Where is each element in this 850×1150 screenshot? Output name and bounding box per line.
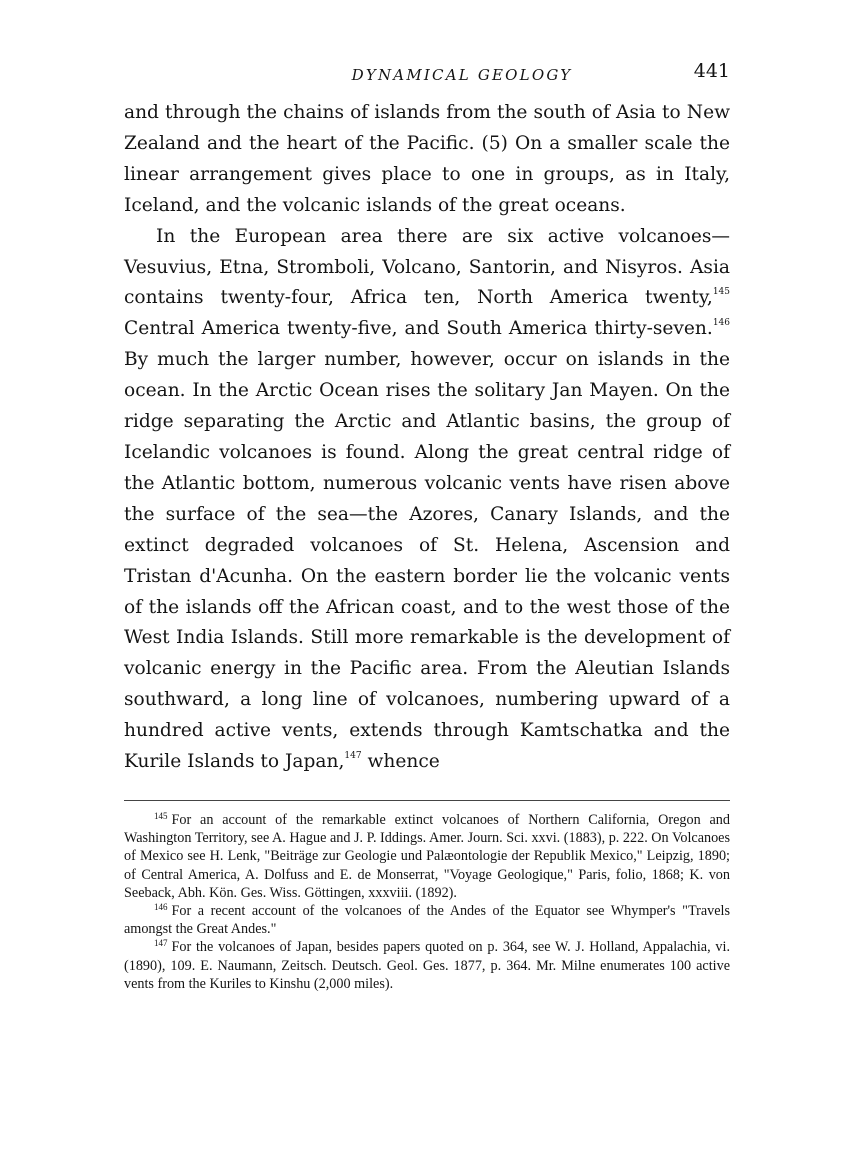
- footnote-text: For the volcanoes of Japan, besides papers quoted on p. 364, see W. J. Holland, Appalachia, vi. (1890), 109. E. Naumann, Zeitsch. Deutsch. Geol. Ges. 1877, p. 364. Mr. Milne enumerates 100 active vents from the Kuriles to Kinshu (2,000 miles).: [124, 939, 730, 992]
- footnote-146: [124, 902, 730, 938]
- footnote-ref-147[interactable]: 147: [344, 751, 362, 762]
- footnote-number: 147: [154, 938, 168, 949]
- page-number: 441: [693, 60, 730, 82]
- footnote-number: 145: [154, 810, 168, 821]
- footnote-text: For a recent account of the volcanoes of the Andes of the Equator see Whymper's "Travels amongst the Great Andes.": [124, 902, 730, 938]
- paragraph-text: Central America twenty-five, and South America thirty-seven.: [124, 318, 713, 340]
- footnote-ref-145[interactable]: 145: [712, 287, 730, 298]
- footnote-number: 146: [154, 901, 168, 912]
- paragraph-continued: and through the chains of islands from the south of Asia to New Zealand and the heart of the Pacific. (5) On a smaller scale the linear arrangement gives place to one in groups, as in Italy, Iceland, and the volcanic islands of the great oceans.: [124, 102, 730, 216]
- running-title: DYNAMICAL GEOLOGY: [351, 66, 573, 84]
- book-page: [124, 58, 730, 993]
- paragraph-text: whence: [361, 751, 440, 773]
- footnote-145: [124, 811, 730, 902]
- running-head: [124, 58, 730, 92]
- paragraph-text: In the European area there are six active volcanoes—Vesuvius, Etna, Stromboli, Volcano, Santorin, and Nisyros. Asia contains twenty-four, Africa ten, North America twenty,: [124, 225, 730, 309]
- footnote-divider: [124, 800, 730, 801]
- footnotes: [124, 811, 730, 993]
- paragraph-text: By much the larger number, however, occur on islands in the ocean. In the Arctic Ocean rises the solitary Jan Mayen. On the ridge separating the Arctic and Atlantic basins, the group of Icelandic volcanoes is found. Along the great central ridge of the Atlantic bottom, numerous volcanic vents have risen above the surface of the sea—the Azores, Canary Islands, and the extinct degraded volcanoes of St. Helena, Ascension and Tristan d'Acunha. On the eastern border lie the volcanic vents of the islands off the African coast, and to the west those of the West India Islands. Still more remarkable is the development of volcanic energy in the Pacific area. From the Aleutian Islands southward, a long line of volcanoes, numbering upward of a hundred active vents, extends through Kamtschatka and the Kurile Islands to Japan,: [124, 349, 730, 773]
- footnote-text: For an account of the remarkable extinct volcanoes of Northern California, Oregon and Washington Territory, see A. Hague and J. P. Iddings. Amer. Journ. Sci. xxvi. (1883), p. 222. On Volcanoes of Mexico see H. Lenk, "Beiträge zur Geologie und Palæontologie der Republik Mexico," Leipzig, 1890; of Central America, A. Dolfuss and E. de Monserrat, "Voyage Geologique," Paris, folio, 1868; K. von Seeback, Abh. Kön. Ges. Wiss. Göttingen, xxxviii. (1892).: [124, 811, 730, 901]
- paragraph-volcano-distribution: [124, 222, 730, 778]
- footnote-ref-146[interactable]: 146: [712, 318, 730, 329]
- footnote-147: [124, 938, 730, 993]
- main-text: [124, 98, 730, 778]
